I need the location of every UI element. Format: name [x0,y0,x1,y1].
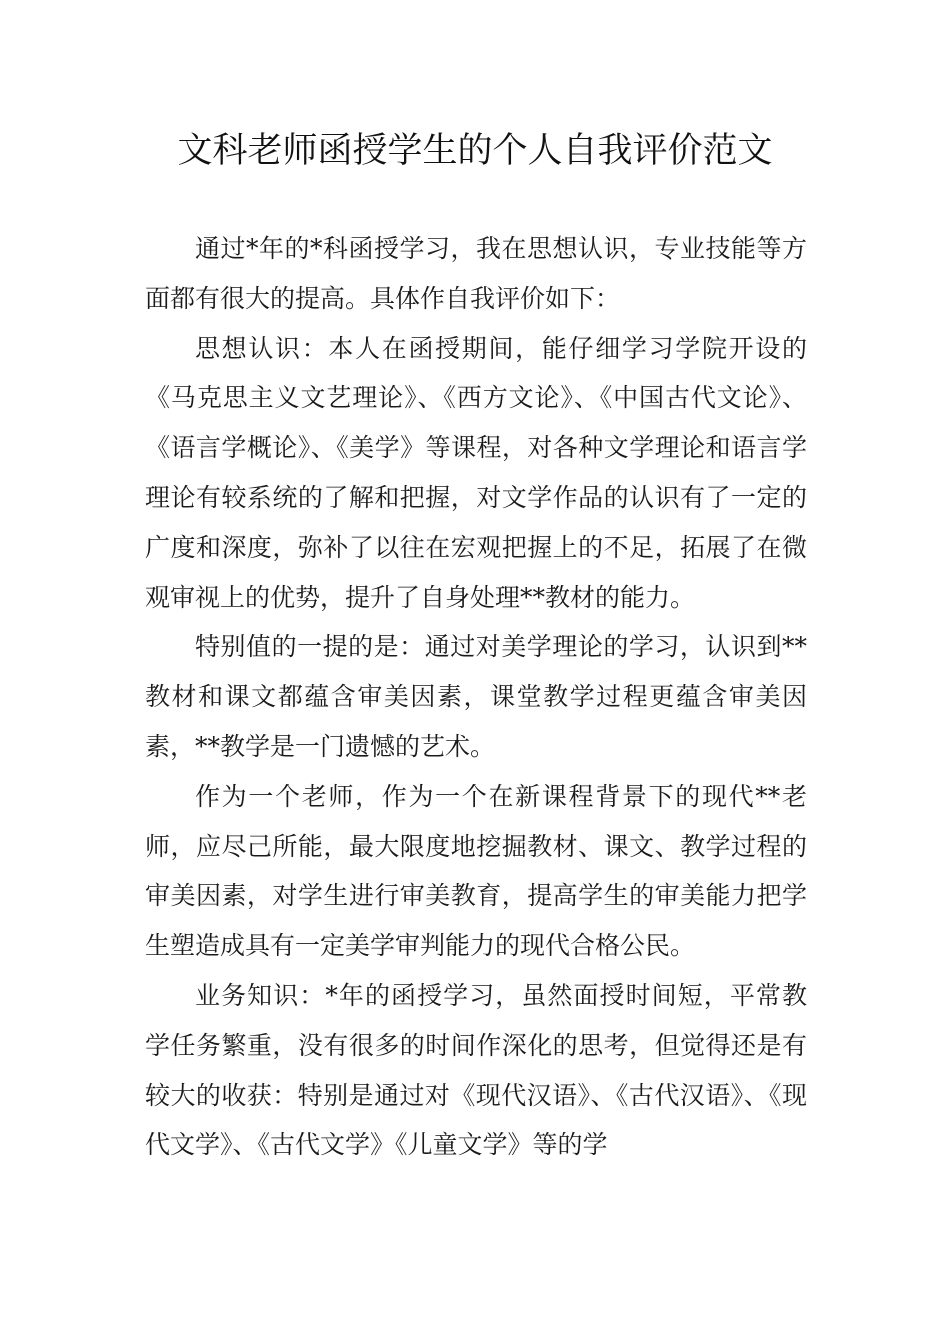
paragraph-intro: 通过*年的*科函授学习，我在思想认识，专业技能等方面都有很大的提高。具体作自我评价如下： [145,234,807,313]
paragraph-teacher-role: 作为一个老师，作为一个在新课程背景下的现代**老师，应尽己所能，最大限度地挖掘教材、课文、教学过程的审美因素，对学生进行审美教育，提高学生的审美能力把学生塑造成具有一定美学审判能力的现代合格公民。 [145,781,807,961]
document-body [145,224,807,1170]
paragraph-ideology: 思想认识：本人在函授期间，能仔细学习学院开设的《马克思主义文艺理论》、《西方文论》、《中国古代文论》、《语言学概论》、《美学》等课程，对各种文学理论和语言学理论有较系统的了解和把握，对文学作品的认识有了一定的广度和深度，弥补了以往在宏观把握上的不足，拓展了在微观审视上的优势，提升了自身处理**教材的能力。 [145,333,807,612]
document-title: 文科老师函授学生的个人自我评价范文 [177,131,773,171]
paragraph-aesthetics: 特别值的一提的是：通过对美学理论的学习，认识到**教材和课文都蕴含审美因素，课堂教学过程更蕴含审美因素，**教学是一门遗憾的艺术。 [145,632,807,761]
paragraph-professional-knowledge: 业务知识：*年的函授学习，虽然面授时间短，平常教学任务繁重，没有很多的时间作深化的思考，但觉得还是有较大的收获：特别是通过对《现代汉语》、《古代汉语》、《现代文学》、《古代文学》《儿童文学》等的学 [145,980,807,1160]
